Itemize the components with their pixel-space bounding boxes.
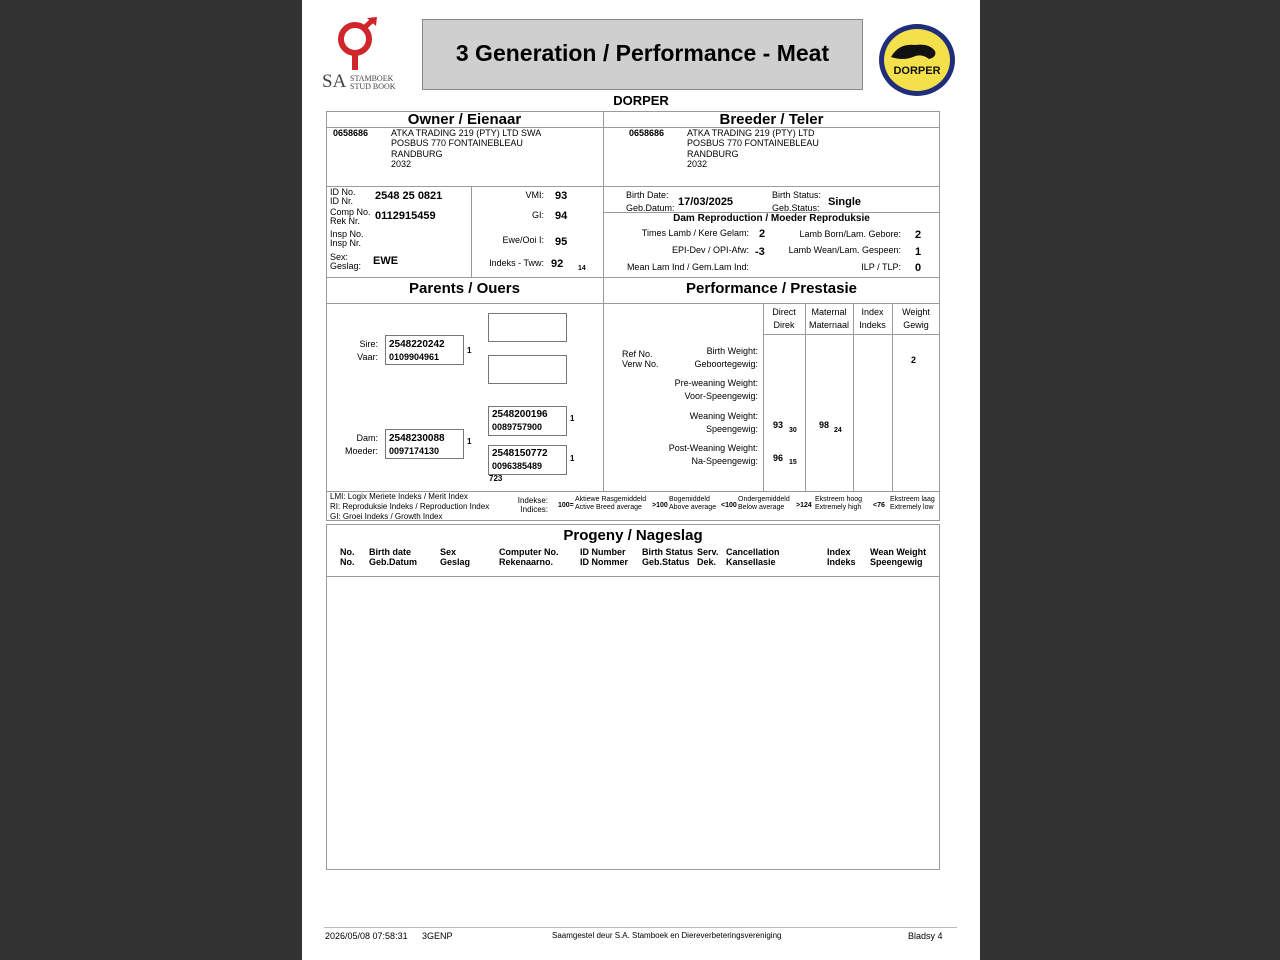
id-value: 2548 25 0821 — [375, 190, 443, 202]
breeder-address-line: ATKA TRADING 219 (PTY) LTD — [687, 128, 815, 138]
owner-address-line: RANDBURG — [391, 149, 443, 159]
logo-sa-text: SA — [322, 71, 347, 92]
performance-heading: Performance / Prestasie — [686, 280, 857, 297]
pre-weaning-label: Pre-weaning Weight: — [674, 378, 758, 388]
weaning-maternal-count: 24 — [834, 427, 842, 434]
progeny-col-header-af: Geb.Datum — [369, 557, 418, 567]
dam-dam-extra: 723 — [489, 474, 503, 483]
pre-weaning-label-af: Voor-Speengewig: — [684, 391, 758, 401]
tww-value: 92 — [551, 258, 564, 270]
post-weaning-label-af: Na-Speengewig: — [691, 456, 758, 466]
owner-address-line: 2032 — [391, 159, 412, 169]
birth-date-label-af: Geb.Datum: — [626, 203, 675, 213]
weaning-label-af: Speengewig: — [705, 424, 758, 434]
sex-label: Sex: — [330, 252, 349, 262]
legend-key-desc: Aktiewe Rasgemiddeld — [575, 496, 647, 503]
birth-status-value: Single — [828, 196, 862, 208]
weaning-direct-count: 30 — [789, 427, 797, 434]
logo-studbook-text: STUD BOOK — [350, 82, 396, 91]
legend-key-desc: Extremely high — [815, 504, 862, 511]
birth-status-label-af: Geb.Status: — [772, 203, 820, 213]
progeny-col-header-af: Kansellasie — [726, 557, 776, 567]
ref-label: Ref No. — [622, 349, 653, 359]
sex-value: EWE — [373, 255, 399, 267]
ilp-label: ILP / TLP: — [861, 262, 901, 272]
sire-comp: 0109904961 — [389, 352, 440, 362]
birth-date-value: 17/03/2025 — [678, 196, 734, 208]
dam-sire-id: 2548200196 — [492, 409, 548, 420]
times-lamb-label: Times Lamb / Kere Gelam: — [641, 228, 749, 238]
comp-label: Comp No. — [330, 207, 371, 217]
footer-compiled-by: Saamgestel deur S.A. Stamboek en Diereverbeteringsvereniging — [552, 931, 782, 940]
parents-heading: Parents / Ouers — [409, 280, 520, 297]
col-index-af: Indeks — [859, 320, 886, 330]
legend-indices-label-en: Indices: — [520, 505, 548, 514]
owner-heading: Owner / Eienaar — [407, 111, 522, 128]
dam-sire-comp: 0089757900 — [492, 422, 543, 432]
title-box — [422, 19, 863, 90]
col-maternal: Maternal — [811, 307, 847, 317]
dam-comp: 0097174130 — [389, 446, 440, 456]
ilp-value: 0 — [915, 262, 922, 274]
comp-value: 0112915459 — [375, 210, 436, 222]
id-label: ID No. — [330, 187, 356, 197]
progeny-col-header-af: No. — [340, 557, 355, 567]
tww-count: 14 — [578, 265, 586, 272]
sire-id: 2548220242 — [389, 339, 445, 350]
mean-lam-label: Mean Lam Ind / Gem.Lam Ind: — [626, 262, 749, 272]
logo-stamboek-text: STAMBOEK — [350, 74, 394, 83]
progeny-heading: Progeny / Nageslag — [563, 527, 703, 544]
legend-key: >124 — [796, 502, 812, 509]
breed-name: DORPER — [613, 93, 669, 108]
progeny-col-header: No. — [340, 547, 355, 557]
legend-key-desc: Active Breed average — [575, 504, 642, 511]
post-weaning-direct-count: 15 — [789, 459, 797, 466]
dorper-logo — [877, 23, 957, 97]
vmi-value: 93 — [555, 190, 568, 202]
insp-label-af: Insp Nr. — [330, 238, 362, 248]
birth-weight-label: Birth Weight: — [706, 346, 758, 356]
breeder-address-line: 2032 — [687, 159, 708, 169]
dam-dam-box — [488, 445, 567, 475]
dorper-logo-text: DORPER — [893, 65, 941, 77]
legend-key-desc: Ekstreem hoog — [815, 496, 863, 503]
progeny-col-header-af: Speengewig — [870, 557, 923, 567]
dam-dam-count: 1 — [570, 454, 575, 463]
dam-dam-id: 2548150772 — [492, 448, 548, 459]
legend-gi: GI: Groei Indeks / Growth Index — [330, 512, 443, 521]
col-weight: Weight — [902, 307, 930, 317]
owner-code: 0658686 — [333, 128, 369, 138]
sire-label-af: Vaar: — [357, 352, 378, 362]
ewe-index-value: 95 — [555, 236, 568, 248]
ref-label-af: Verw No. — [622, 359, 659, 369]
document-page — [302, 0, 980, 960]
footer-report-code: 3GENP — [422, 931, 453, 941]
legend-key: <76 — [873, 502, 885, 509]
gi-value: 94 — [555, 210, 568, 222]
weaning-label: Weaning Weight: — [689, 411, 758, 421]
owner-address-line: ATKA TRADING 219 (PTY) LTD SWA — [391, 128, 542, 138]
dam-sire-box — [488, 406, 567, 436]
breeder-code: 0658686 — [629, 128, 665, 138]
breeder-address-line: POSBUS 770 FONTAINEBLEAU — [687, 138, 819, 148]
sire-box — [385, 335, 464, 365]
progeny-col-header-af: ID Nommer — [580, 557, 629, 567]
legend-key: 100= — [558, 502, 574, 509]
birth-weight-value: 2 — [911, 355, 917, 365]
legend-key-desc: Bogemiddeld — [669, 496, 710, 503]
lamb-wean-value: 1 — [915, 246, 922, 258]
id-label-af: ID Nr. — [330, 196, 354, 206]
sire-count: 1 — [467, 346, 472, 355]
progeny-col-header: Wean Weight — [870, 547, 927, 557]
vmi-label: VMI: — [525, 190, 544, 200]
tww-label: Indeks - Tww: — [489, 258, 544, 268]
dorper-emblem-icon — [877, 23, 957, 97]
owner-address-line: POSBUS 770 FONTAINEBLEAU — [391, 138, 523, 148]
progeny-col-header-af: Dek. — [697, 557, 717, 567]
comp-label-af: Rek Nr. — [330, 216, 361, 226]
footer-page-number: Bladsy 4 — [908, 931, 943, 941]
lamb-born-label: Lamb Born/Lam. Gebore: — [799, 229, 901, 239]
progeny-col-header: Serv. — [697, 547, 719, 557]
col-weight-af: Gewig — [903, 320, 929, 330]
progeny-col-header: Index — [827, 547, 851, 557]
sex-label-af: Geslag: — [330, 261, 362, 271]
epi-label: EPI-Dev / OPI-Afw: — [671, 245, 749, 255]
weaning-maternal: 98 — [819, 420, 830, 430]
progeny-col-header: Birth Status — [642, 547, 694, 557]
legend-key-desc: Ekstreem laag — [890, 496, 935, 503]
col-index: Index — [861, 307, 884, 317]
legend-key: >100 — [652, 502, 668, 509]
sire-dam-box — [488, 355, 567, 384]
page-title: 3 Generation / Performance - Meat — [455, 40, 830, 66]
insp-label: Insp No. — [330, 229, 364, 239]
col-direct: Direct — [772, 307, 796, 317]
legend-key: <100 — [721, 502, 737, 509]
progeny-col-header-af: Rekenaarno. — [499, 557, 554, 567]
dam-count: 1 — [467, 437, 472, 446]
dam-repro-heading: Dam Reproduction / Moeder Reproduksie — [673, 213, 870, 224]
epi-value: -3 — [755, 246, 765, 258]
post-weaning-label: Post-Weaning Weight: — [668, 443, 758, 453]
dam-dam-comp: 0096385489 — [492, 461, 543, 471]
legend-key-desc: Ondergemiddeld — [738, 496, 790, 503]
col-direct-af: Direk — [773, 320, 795, 330]
birth-weight-label-af: Geboortegewig: — [694, 359, 758, 369]
legend-ri: RI: Reproduksie Indeks / Reproduction Index — [330, 502, 490, 511]
legend-key-desc: Extremely low — [890, 504, 934, 511]
progeny-col-header-af: Geb.Status — [642, 557, 690, 567]
progeny-col-header: Computer No. — [499, 547, 559, 557]
legend-lmi: LMI: Logix Meriete Indeks / Merit Index — [330, 492, 468, 501]
progeny-col-header-af: Geslag — [440, 557, 471, 567]
studbook-emblem-icon — [322, 16, 400, 72]
breeder-heading: Breeder / Teler — [719, 111, 824, 128]
birth-date-label: Birth Date: — [626, 190, 669, 200]
weaning-direct: 93 — [773, 420, 784, 430]
breeder-address-line: RANDBURG — [687, 149, 739, 159]
lamb-wean-label: Lamb Wean/Lam. Gespeen: — [788, 245, 901, 255]
sa-studbook-logo — [322, 16, 400, 94]
progeny-col-header: Sex — [440, 547, 457, 557]
legend-key-desc: Below average — [738, 504, 785, 511]
sire-label: Sire: — [359, 339, 378, 349]
birth-status-label: Birth Status: — [772, 190, 822, 200]
times-lamb-value: 2 — [759, 228, 766, 240]
progeny-col-header: ID Number — [580, 547, 626, 557]
post-weaning-direct: 96 — [773, 453, 784, 463]
lamb-born-value: 2 — [915, 229, 922, 241]
dam-box — [385, 429, 464, 459]
col-maternal-af: Maternaal — [808, 320, 850, 330]
dam-sire-count: 1 — [570, 414, 575, 423]
legend-indices-label: Indekse: — [517, 496, 548, 505]
progeny-col-header: Cancellation — [726, 547, 780, 557]
legend-key-desc: Above average — [669, 504, 717, 511]
progeny-col-header: Birth date — [369, 547, 412, 557]
sire-sire-box — [488, 313, 567, 342]
gi-label: GI: — [531, 210, 544, 220]
footer-timestamp: 2026/05/08 07:58:31 — [325, 931, 408, 941]
ewe-index-label: Ewe/Ooi I: — [502, 235, 544, 245]
progeny-col-header-af: Indeks — [827, 557, 856, 567]
dam-id: 2548230088 — [389, 433, 445, 444]
dam-label-af: Moeder: — [344, 446, 378, 456]
dam-label: Dam: — [356, 433, 378, 443]
